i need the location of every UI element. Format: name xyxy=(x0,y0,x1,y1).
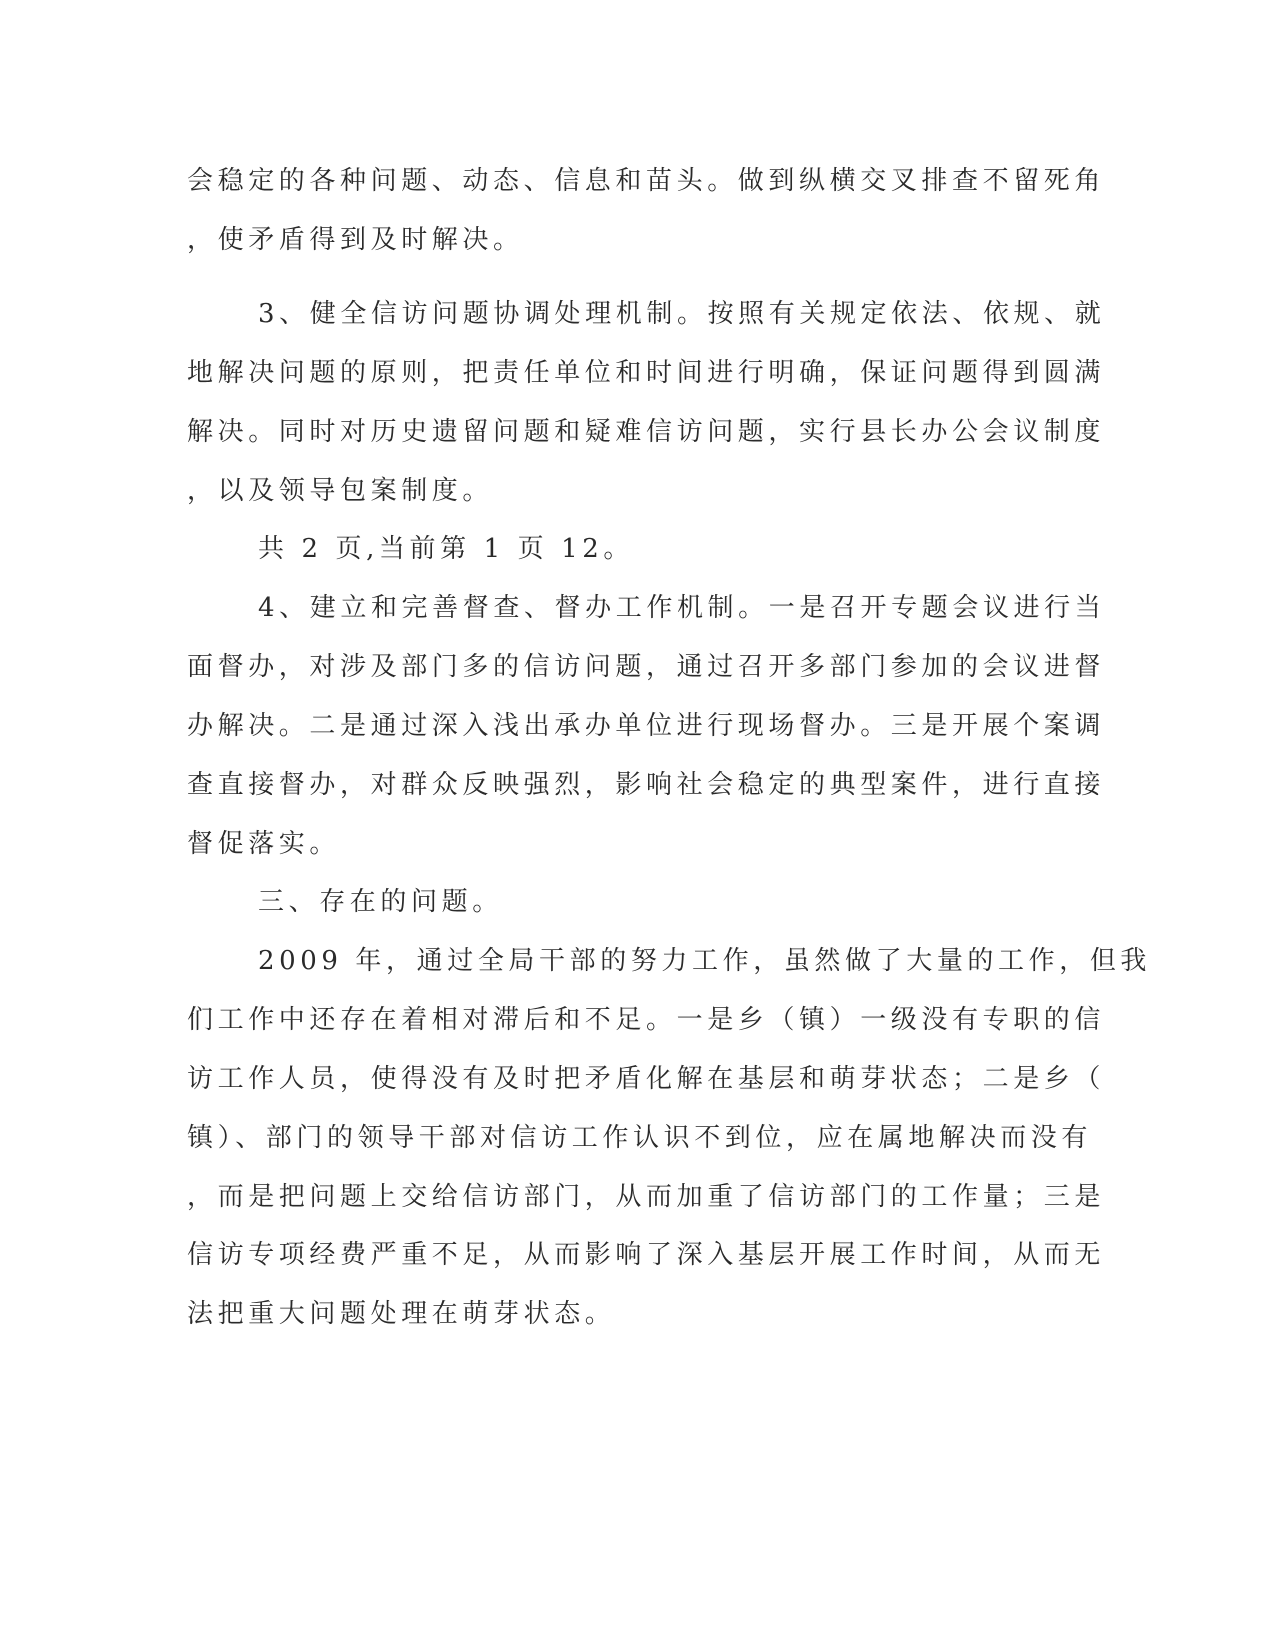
text-line: ，使矛盾得到及时解决。 xyxy=(187,225,524,255)
paragraph-start-line: 4、建立和完善督查、督办工作机制。一是召开专题会议进行当 xyxy=(258,593,1106,623)
text-line: 解决。同时对历史遗留问题和疑难信访问题，实行县长办公会议制度 xyxy=(187,417,1106,447)
text-line: 们工作中还存在着相对滞后和不足。一是乡（镇）一级没有专职的信 xyxy=(187,1005,1106,1035)
paragraph-start-line: 2009 年，通过全局干部的努力工作，虽然做了大量的工作，但我 xyxy=(258,946,1152,976)
text-line: 督促落实。 xyxy=(187,829,341,859)
text-line: ，而是把问题上交给信访部门，从而加重了信访部门的工作量；三是 xyxy=(187,1182,1106,1212)
text-line: 查直接督办，对群众反映强烈，影响社会稳定的典型案件，进行直接 xyxy=(187,770,1106,800)
text-line: 面督办，对涉及部门多的信访问题，通过召开多部门参加的会议进督 xyxy=(187,652,1106,682)
text-line: 镇）、部门的领导干部对信访工作认识不到位，应在属地解决而没有 xyxy=(187,1123,1093,1153)
text-line: 法把重大问题处理在萌芽状态。 xyxy=(187,1299,616,1329)
text-line: ，以及领导包案制度。 xyxy=(187,476,494,506)
paragraph-start-line: 3、健全信访问题协调处理机制。按照有关规定依法、依规、就 xyxy=(258,299,1106,329)
section-heading: 三、存在的问题。 xyxy=(258,887,503,917)
text-line: 信访专项经费严重不足，从而影响了深入基层开展工作时间，从而无 xyxy=(187,1240,1106,1270)
text-line: 办解决。二是通过深入浅出承办单位进行现场督办。三是开展个案调 xyxy=(187,711,1106,741)
text-line: 会稳定的各种问题、动态、信息和苗头。做到纵横交叉排查不留死角 xyxy=(187,166,1106,196)
page-counter-line: 共 2 页,当前第 1 页 12。 xyxy=(258,534,634,564)
text-line: 访工作人员，使得没有及时把矛盾化解在基层和萌芽状态；二是乡（ xyxy=(187,1064,1106,1094)
text-line: 地解决问题的原则，把责任单位和时间进行明确，保证问题得到圆满 xyxy=(187,358,1106,388)
